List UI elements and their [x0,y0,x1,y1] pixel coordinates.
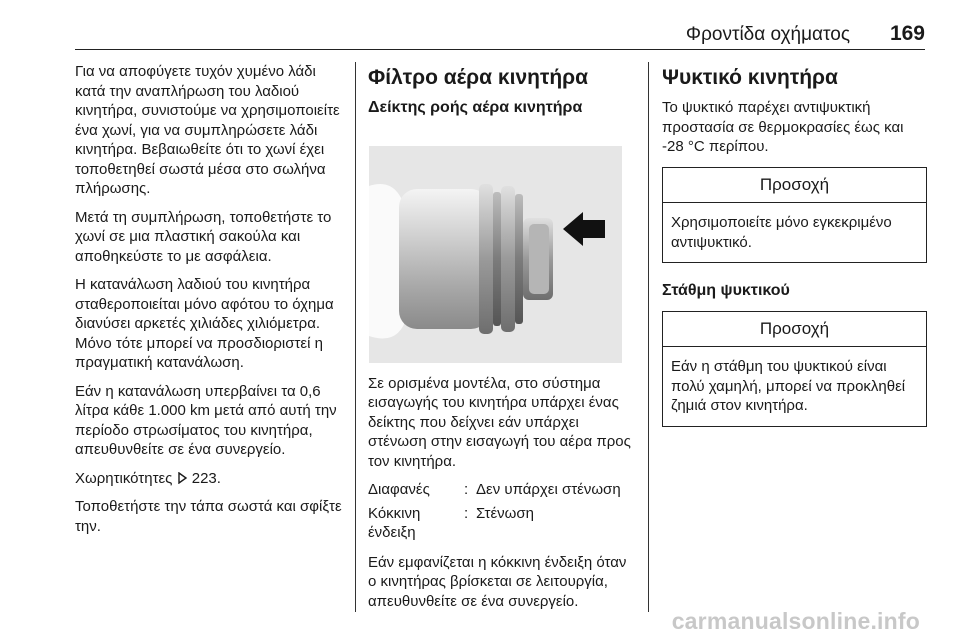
air-flow-indicator-figure [369,146,622,363]
capacities-reference [75,469,345,489]
paragraph: Η κατανάλωση λαδιού του κινητήρα σταθεροποιείται μόνο αφότου το όχημα διανύσει αρκετές χιλιάδες χιλιόμετρα. Μόνο τότε μπορεί να προσδιοριστεί η πραγματική κατανάλωση. [75,276,334,371]
header-rule [75,49,925,50]
section-heading: Φίλτρο αέρα κινητήρα [368,66,589,89]
caution-box [662,167,927,264]
indicator-definitions [368,480,633,543]
page-number: 169 [889,22,925,45]
caution-text: Χρησιμοποιείτε μόνο εγκεκριμένο αντιψυκτικό. [671,214,892,251]
definition-term: Διαφανές [368,481,430,498]
definition-row [368,504,633,543]
watermark: carmanualsonline.info [671,608,920,634]
paragraph: Μετά τη συμπλήρωση, τοποθετήστε το χωνί σε μια πλαστική σακούλα και αποθηκεύστε το με ασφάλεια. [75,208,332,265]
section-heading: Ψυκτικό κινητήρα [662,66,838,89]
page-header [75,20,925,50]
definition-text: Δεν υπάρχει στένωση [476,481,621,498]
chapter-title: Φροντίδα οχήματος [685,24,850,45]
caution-text: Εάν η στάθμη του ψυκτικού είναι πολύ χαμηλή, μπορεί να προκληθεί ζημιά στον κινητήρα. [671,358,906,414]
capacities-page-link[interactable]: 223. [191,469,221,487]
definition-separator: : [464,504,469,522]
column-divider [648,62,649,612]
caution-title: Προσοχή [663,312,926,348]
paragraph: Σε ορισμένα μοντέλα, στο σύστημα εισαγωγής του κινητήρα υπάρχει ένας δείκτης που δείχνει εάν υπάρχει στένωση στην εισαγωγή του αέρα προς τον κινητήρα. [368,374,631,470]
column-divider [355,62,356,612]
column-2 [368,62,633,620]
paragraph: Το ψυκτικό παρέχει αντιψυκτική προστασία σε θερμοκρασίες έως και -28 °C περίπου. [662,99,904,155]
subsection-heading: Στάθμη ψυκτικού [662,282,790,299]
definition-text: Στένωση [476,504,534,522]
definition-term: Κόκκινη ένδειξη [368,504,421,541]
paragraph: Για να αποφύγετε τυχόν χυμένο λάδι κατά την αναπλήρωση του λαδιού κινητήρα, συνιστούμε να χρησιμοποιείτε ένα χωνί, για να συμπληρώσετε λάδι κινητήρα. Βεβαιωθείτε ότι το χωνί έχει τοποθετηθεί σωστά μέσα στο σωλήνα πλήρωσης. [75,63,340,197]
column-3 [662,62,927,441]
definition-separator: : [464,481,469,498]
subsection-heading: Δείκτης ροής αέρα κινητήρα [368,99,583,116]
caution-box [662,311,927,427]
page-reference-icon [177,470,192,487]
capacities-text: Χωρητικότητες [75,469,173,487]
column-1 [75,62,345,545]
caution-title: Προσοχή [663,168,926,204]
definition-row [368,480,633,500]
paragraph: Τοποθετήστε την τάπα σωστά και σφίξτε την. [75,498,342,535]
paragraph: Εάν εμφανίζεται η κόκκινη ένδειξη όταν ο κινητήρας βρίσκεται σε λειτουργία, απευθυνθείτε σε ένα συνεργείο. [368,553,627,610]
paragraph: Εάν η κατανάλωση υπερβαίνει τα 0,6 λίτρα κάθε 1.000 km μετά από αυτή την περίοδο στρωσίματος του κινητήρα, απευθυνθείτε σε ένα συνεργείο. [75,382,337,458]
air-flow-indicator-icon [369,146,622,363]
